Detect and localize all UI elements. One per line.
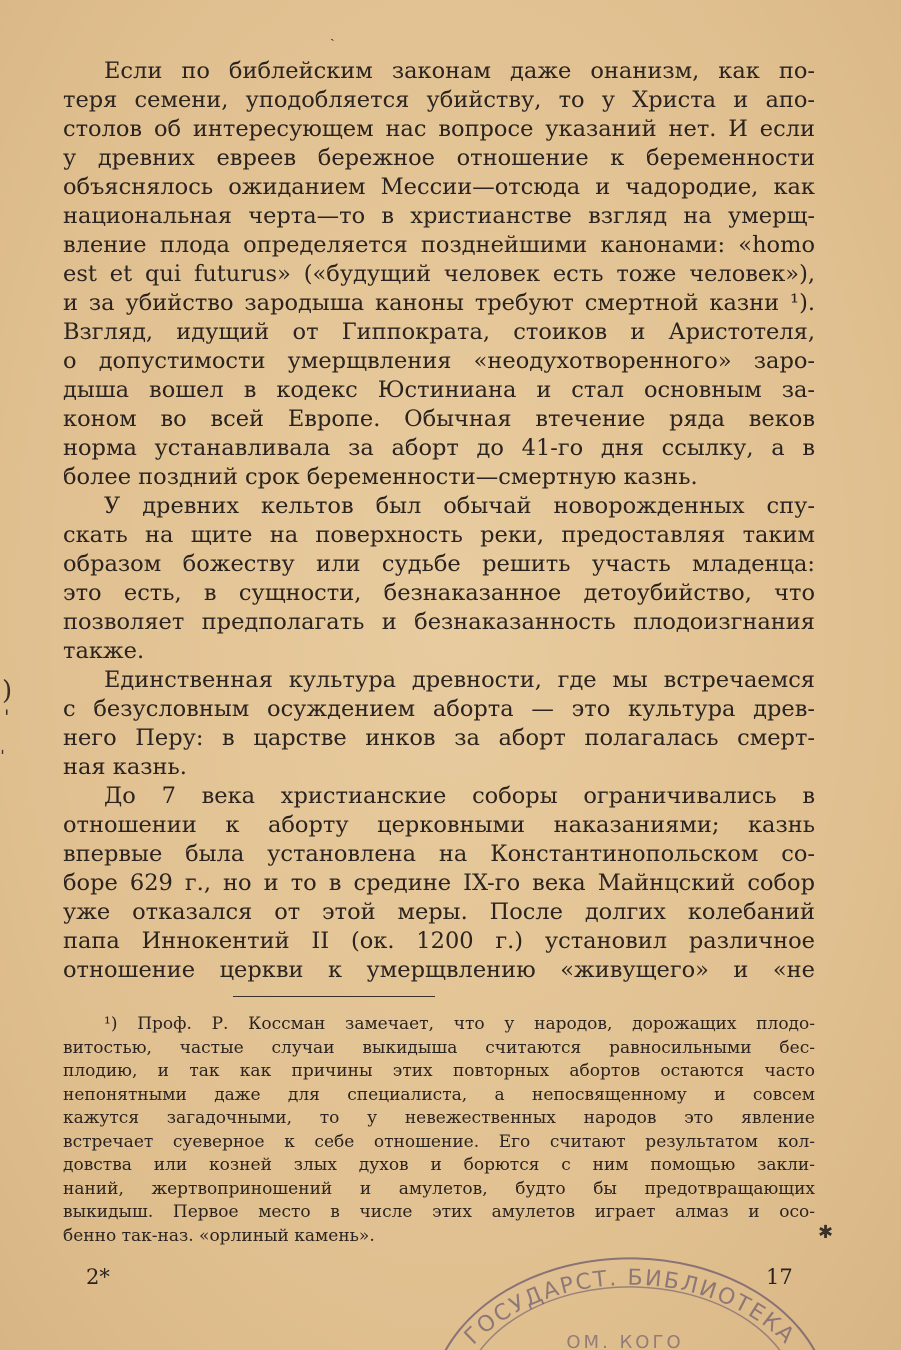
footnote-line: ¹) Проф. Р. Коссман замечает, что у народов, дорожащих плодо- [104,1014,815,1034]
margin-mark: ✱ [818,1222,834,1243]
text-line: также. [63,638,145,664]
footnote-line: наний, жертвоприношений и амулетов, будто бы предотвращающих [63,1178,815,1199]
footnote-line: кажутся загадочными, то у невежественных народов это явление [63,1108,815,1128]
text-line: национальная черта—то в христианстве взгляд на умерщ- [63,203,815,229]
text-line: теря семени, уподобляется убийству, то у Христа и апо- [63,87,815,113]
text-line: Единственная культура древности, где мы встречаемся [104,667,815,693]
library-stamp [430,1240,830,1350]
footnote-line: витостью, частые случаи выкидыша считаются равносильными бес- [63,1037,815,1058]
text-line: отношении к аборту церковными наказаниями; казнь [63,812,815,838]
text-line: позволяет предполагать и безнаказанность плодоизгнания [63,609,815,635]
text-line: объяснялось ожиданием Мессии—отсюда и чадородие, как [63,174,815,200]
text-line: Если по библейским законам даже онанизм, как по- [104,58,815,84]
text-line: До 7 века христианские соборы ограничивались в [104,783,815,809]
text-line: и за убийство зародыша каноны требуют смертной казни ¹). [63,290,815,316]
text-line: столов об интересующем нас вопросе указаний нет. И если [63,116,815,142]
main-text [63,57,815,985]
footnote-rule [233,996,435,997]
text-line: уже отказался от этой меры. После долгих колебаний [63,899,815,925]
text-line: боре 629 г., но и то в средине IX-го века Майнцский собор [63,870,815,896]
text-line: отношение церкви к умерщвлению «живущего» и «не [63,957,815,983]
text-line: ная казнь. [63,754,187,780]
text-line: вление плода определяется позднейшими канонами: «homo [63,232,815,258]
stamp-text-bottom: ОМ. КОГО [566,1332,684,1350]
text-line: папа Иннокентий II (ок. 1200 г.) установил различное [63,928,815,954]
footnote-line: выкидыш. Первое место в числе этих амулетов играет алмаз и осо- [63,1202,815,1222]
text-line: коном во всей Европе. Обычная втечение ряда веков [63,406,815,432]
text-line: это есть, в сущности, безнаказанное детоубийство, что [63,580,815,606]
text-line: более поздний срок беременности—смертную казнь. [63,464,698,490]
text-line: о допустимости умерщвления «неодухотворенного» заро- [63,348,815,374]
text-line: впервые была установлена на Константинопольском со- [63,841,815,867]
footnote-line: встречает суеверное к себе отношение. Его считают результатом кол- [63,1131,815,1152]
footnote-line: плодию, и так как причины этих повторных абортов остаются часто [63,1061,815,1081]
page-number: 17 [766,1265,793,1289]
footnote-line: непонятными даже для специалиста, а непосвященному и совсем [63,1084,815,1105]
footnote [63,1013,815,1248]
text-line: est et qui futurus» («будущий человек есть тоже человек»), [63,261,815,287]
margin-mark: ˎ [330,26,335,42]
margin-mark: ˌ [0,736,5,757]
stamp-text-top: ГОСУДАРСТ. БИБЛИОТЕКА [459,1265,801,1350]
margin-mark: ) [2,676,13,706]
text-line: Взгляд, идущий от Гиппократа, стоиков и Аристотеля, [63,319,815,345]
text-line: с безусловным осуждением аборта — это культура древ- [63,696,815,722]
signature-mark: 2* [86,1265,110,1289]
footnote-line: бенно так-наз. «орлиный камень». [63,1225,375,1246]
footnote-line: довства или козней злых духов и борются с ним помощью закли- [63,1155,815,1175]
text-line: У древних кельтов был обычай новорожденных спу- [104,493,815,519]
text-line: него Перу: в царстве инков за аборт полагалась смерт- [63,725,815,751]
text-line: скать на щите на поверхность реки, предоставляя таким [63,522,815,548]
text-line: образом божеству или судьбе решить участь младенца: [63,551,815,577]
text-line: норма устанавливала за аборт до 41-го дня ссылку, а в [63,435,815,461]
text-line: у древних евреев бережное отношение к беременности [63,145,815,171]
margin-mark: ' [4,705,10,729]
text-line: дыша вошел в кодекс Юстиниана и стал основным за- [63,377,815,403]
